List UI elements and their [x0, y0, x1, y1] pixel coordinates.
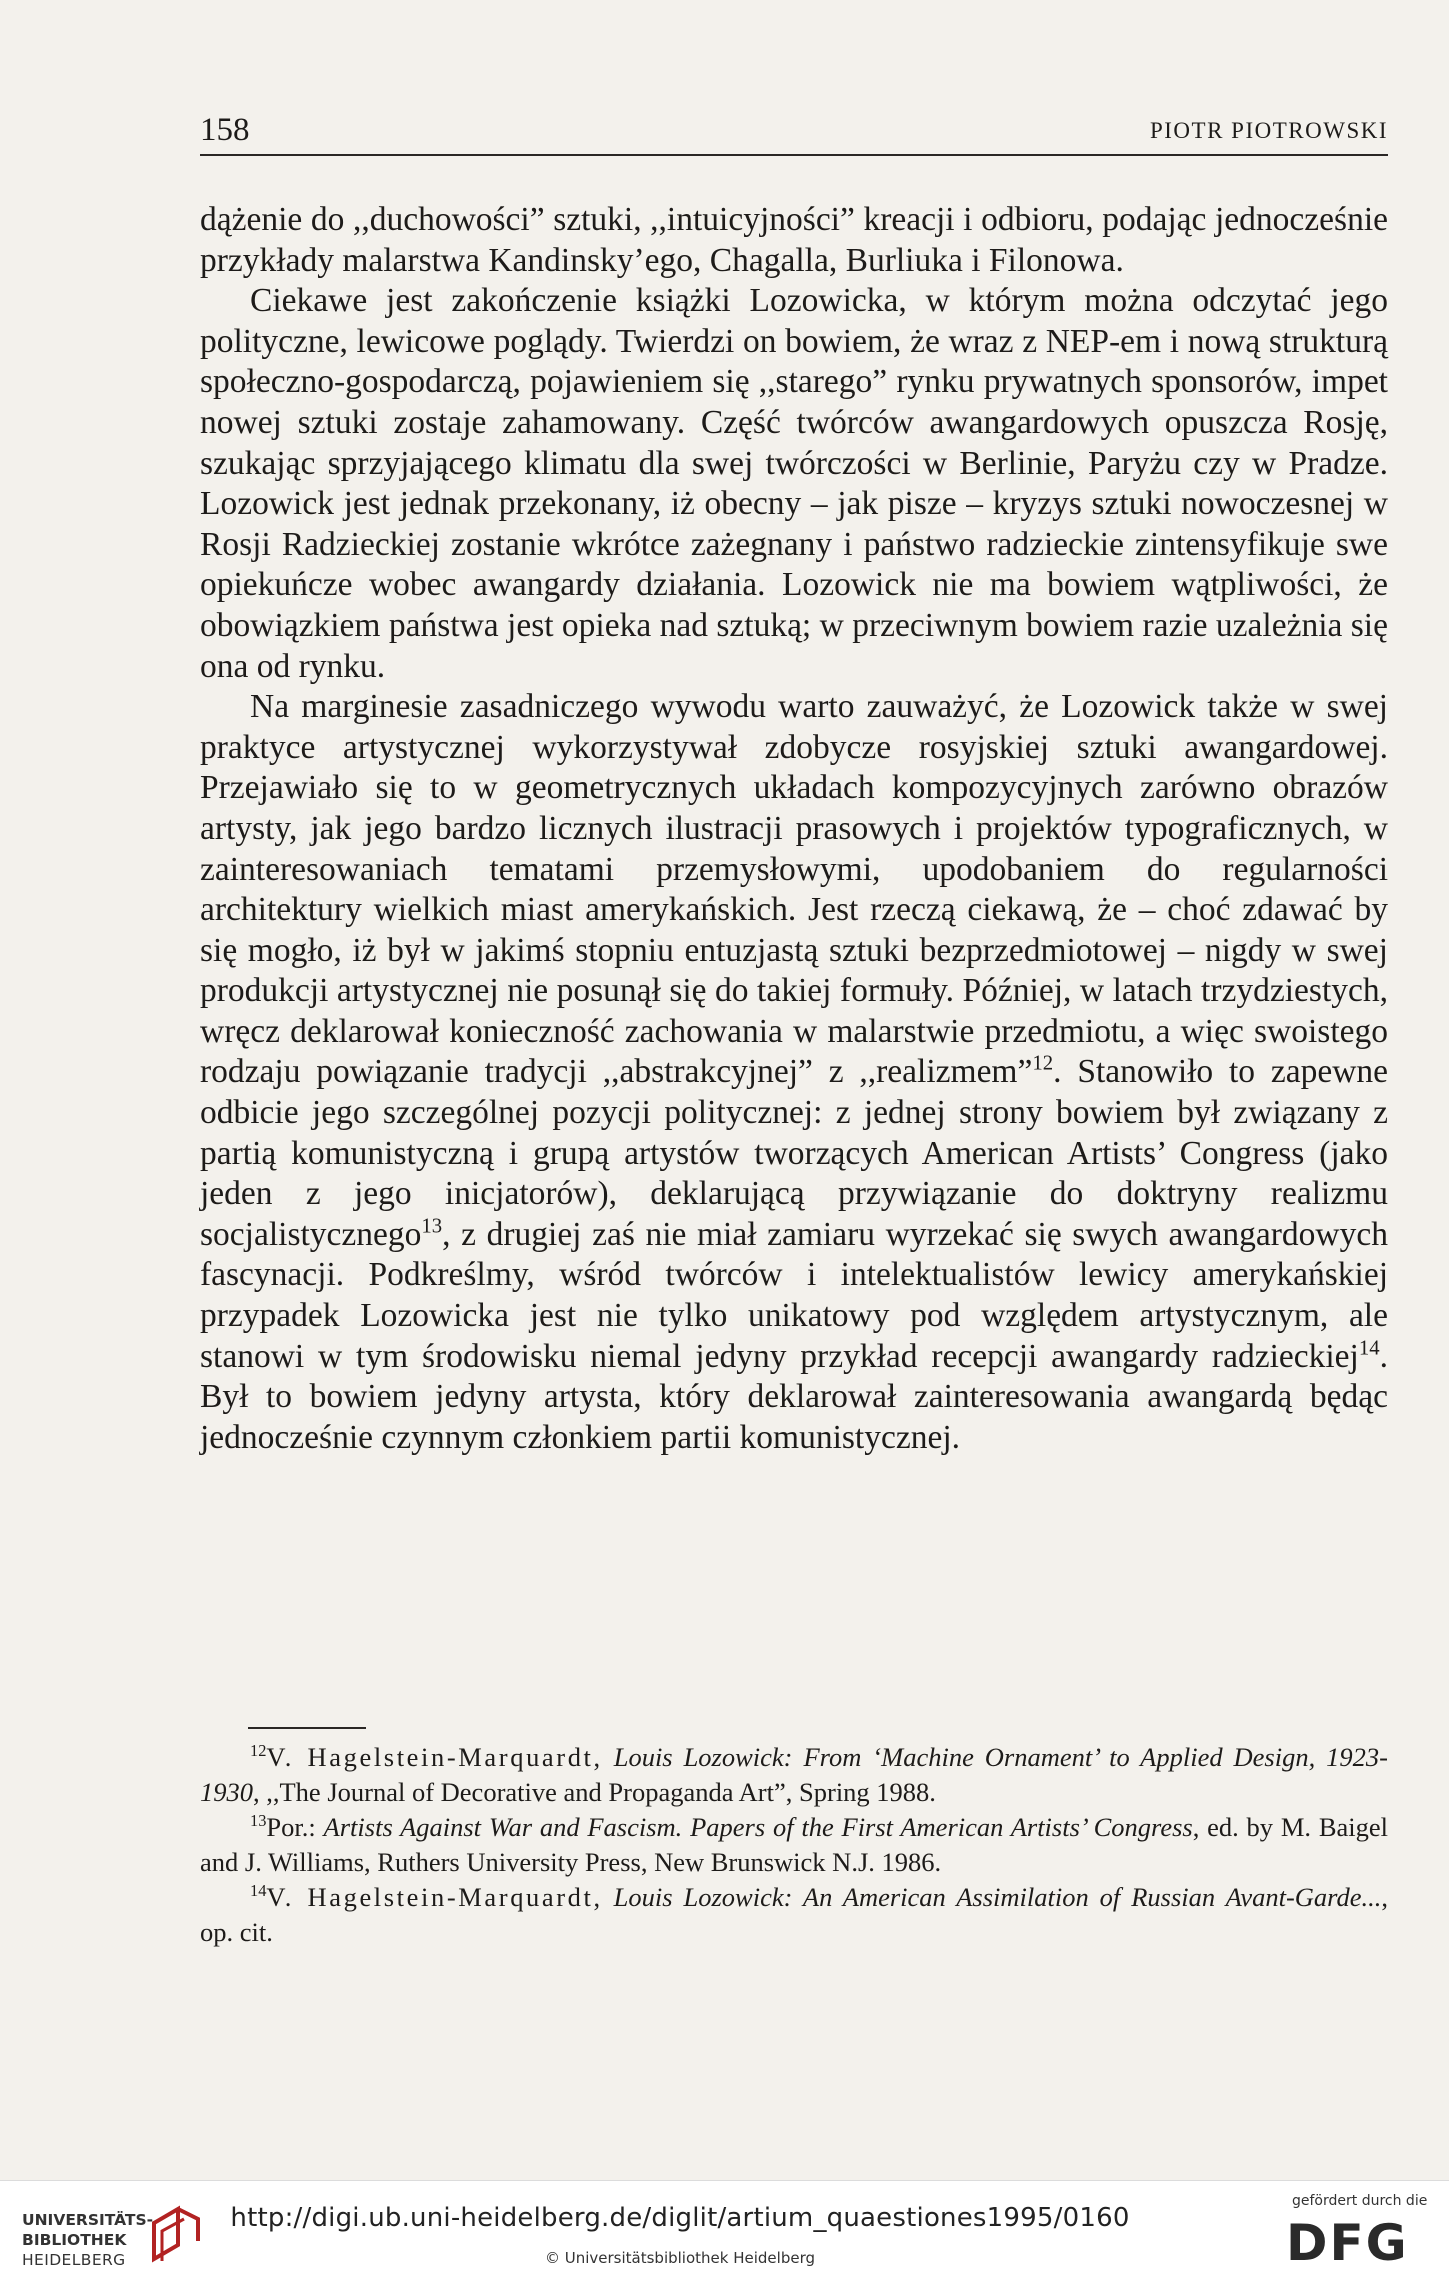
footnote-number: 12	[250, 1741, 267, 1761]
footnote-reference: 14	[1358, 1336, 1380, 1360]
footnote-title: Artists Against War and Fascism. Papers of the First American Artists’ Congress	[323, 1812, 1193, 1842]
library-name-line: BIBLIOTHEK	[22, 2231, 127, 2249]
footnote-author: V. Hagelstein-Marquardt,	[266, 1742, 603, 1772]
paragraph-text: . Był to bowiem jedyny artysta, który deklarował zainteresowania awangardą będąc jednocześnie czynnym członkiem partii komunistycznej.	[200, 1337, 1388, 1456]
footnote-text: , ,,The Journal of Decorative and Propaganda Art”, Spring 1988.	[253, 1777, 936, 1807]
page-number: 158	[200, 112, 250, 148]
footnote-number: 14	[250, 1881, 267, 1901]
page-header	[200, 112, 1388, 156]
paragraph-text: Na marginesie zasadniczego wywodu warto zauważyć, że Lozowick także w swej praktyce artystycznej wykorzystywał zdobycze rosyjskiej sztuki awangardowej. Przejawiało się to w geometrycznych układach kompozycyjnych zarówno obrazów artysty, jak jego bardzo licznych ilustracji prasowych i projektów typograficznych, w zainteresowaniach tematami przemysłowymi, upodobaniem do regularności architektury wielkich miast amerykańskich. Jest rzeczą ciekawą, że – choć zdawać by się mogło, iż był w jakimś stopniu entuzjastą sztuki bezprzedmiotowej – nigdy w swej produkcji artystycznej nie posunął się do takiej formuły. Później, w latach trzydziestych, wręcz deklarował konieczność zachowania w malarstwie przedmiotu, a więc swoistego rodzaju powiązanie tradycji ,,abstrakcyjnej” z ,,realizmem”	[200, 688, 1388, 1091]
footnote-separator	[248, 1727, 366, 1729]
funding-caption: gefördert durch die	[1292, 2193, 1428, 2209]
footnote-title: Louis Lozowick: From ‘Machine Ornament’ to Applied Design, 1923-1930	[200, 1742, 1389, 1807]
paragraph: Ciekawe jest zakończenie książki Lozowicka, w którym można odczytać jego polityczne, lewicowe poglądy. Twierdzi on bowiem, że wraz z NEP-em i nową strukturą społeczno-gospodarczą, pojawieniem się ,,starego” rynku prywatnych sponsorów, impet nowej sztuki zostaje zahamowany. Część twórców awangardowych opuszcza Rosję, szukając sprzyjającego klimatu dla swej twórczości w Berlinie, Paryżu czy w Pradze. Lozowick jest jednak przekonany, iż obecny – jak pisze – kryzys sztuki nowoczesnej w Rosji Radzieckiej zostanie wkrótce zażegnany i państwo radzieckie zintensyfikuje swe opiekuńcze wobec awangardy działania. Lozowick nie ma bowiem wątpliwości, że obowiązkiem państwa jest opieka nad sztuką; w przeciwnym bowiem razie uzależnia się ona od rynku.	[200, 282, 1388, 685]
dfg-logo[interactable]: DFG	[1286, 2214, 1409, 2272]
paragraph-text: . Stanowiło to zapewne odbicie jego szczególnej pozycji politycznej: z jednej strony bowiem był związany z partią komunistyczną i grupą artystów tworzących American Artists’ Congress (jako jeden z jego inicjatorów), deklarującą przywiązanie do doktryny realizmu socjalistycznego	[200, 1053, 1389, 1253]
library-logo-icon[interactable]	[148, 2201, 204, 2267]
paragraph: dążenie do ,,duchowości” sztuki, ,,intuicyjności” kreacji i odbioru, podając jednocześnie przykłady malarstwa Kandinsky’ego, Chagalla, Burliuka i Filonowa.	[200, 201, 1388, 279]
viewer-footer	[0, 2180, 1449, 2284]
footnote	[200, 1740, 1388, 1810]
paragraph-text: , z drugiej zaś nie miał zamiaru wyrzekać się swych awangardowych fascynacji. Podkreślmy, wśród twórców i intelektualistów lewicy amerykańskiej przypadek Lozowicka jest nie tylko unikatowy pod względem artystycznym, ale stanowi w tym środowisku niemal jedyny przykład recepcji awangardy radzieckiej	[200, 1215, 1388, 1375]
footnote-number: 13	[250, 1811, 267, 1831]
library-name-line: UNIVERSITÄTS-	[22, 2211, 154, 2229]
library-name-line: HEIDELBERG	[22, 2251, 126, 2269]
footnote-reference: 12	[1032, 1052, 1054, 1076]
footnote	[200, 1880, 1388, 1950]
footnote	[200, 1810, 1388, 1880]
copyright-notice: © Universitätsbibliothek Heidelberg	[544, 2249, 815, 2267]
paragraph	[200, 687, 1388, 1458]
footnote-title: Louis Lozowick: An American Assimilation of Russian Avant-Garde...	[613, 1882, 1382, 1912]
footnote-text: , ed. by M. Baigel and J. Williams, Ruthers University Press, New Brunswick N.J. 1986.	[200, 1812, 1388, 1877]
footnote-text: Por.:	[266, 1812, 324, 1842]
footnote-author: V. Hagelstein-Marquardt,	[266, 1882, 603, 1912]
footnotes	[200, 1740, 1388, 1950]
permalink-url[interactable]: http://digi.ub.uni-heidelberg.de/diglit/artium_quaestiones1995/0160	[230, 2203, 1130, 2233]
library-name	[22, 2210, 154, 2270]
running-head-author: PIOTR PIOTROWSKI	[1149, 118, 1388, 143]
footnote-text: , op. cit.	[200, 1882, 1388, 1947]
main-text	[200, 200, 1388, 1458]
footnote-reference: 13	[421, 1214, 443, 1238]
